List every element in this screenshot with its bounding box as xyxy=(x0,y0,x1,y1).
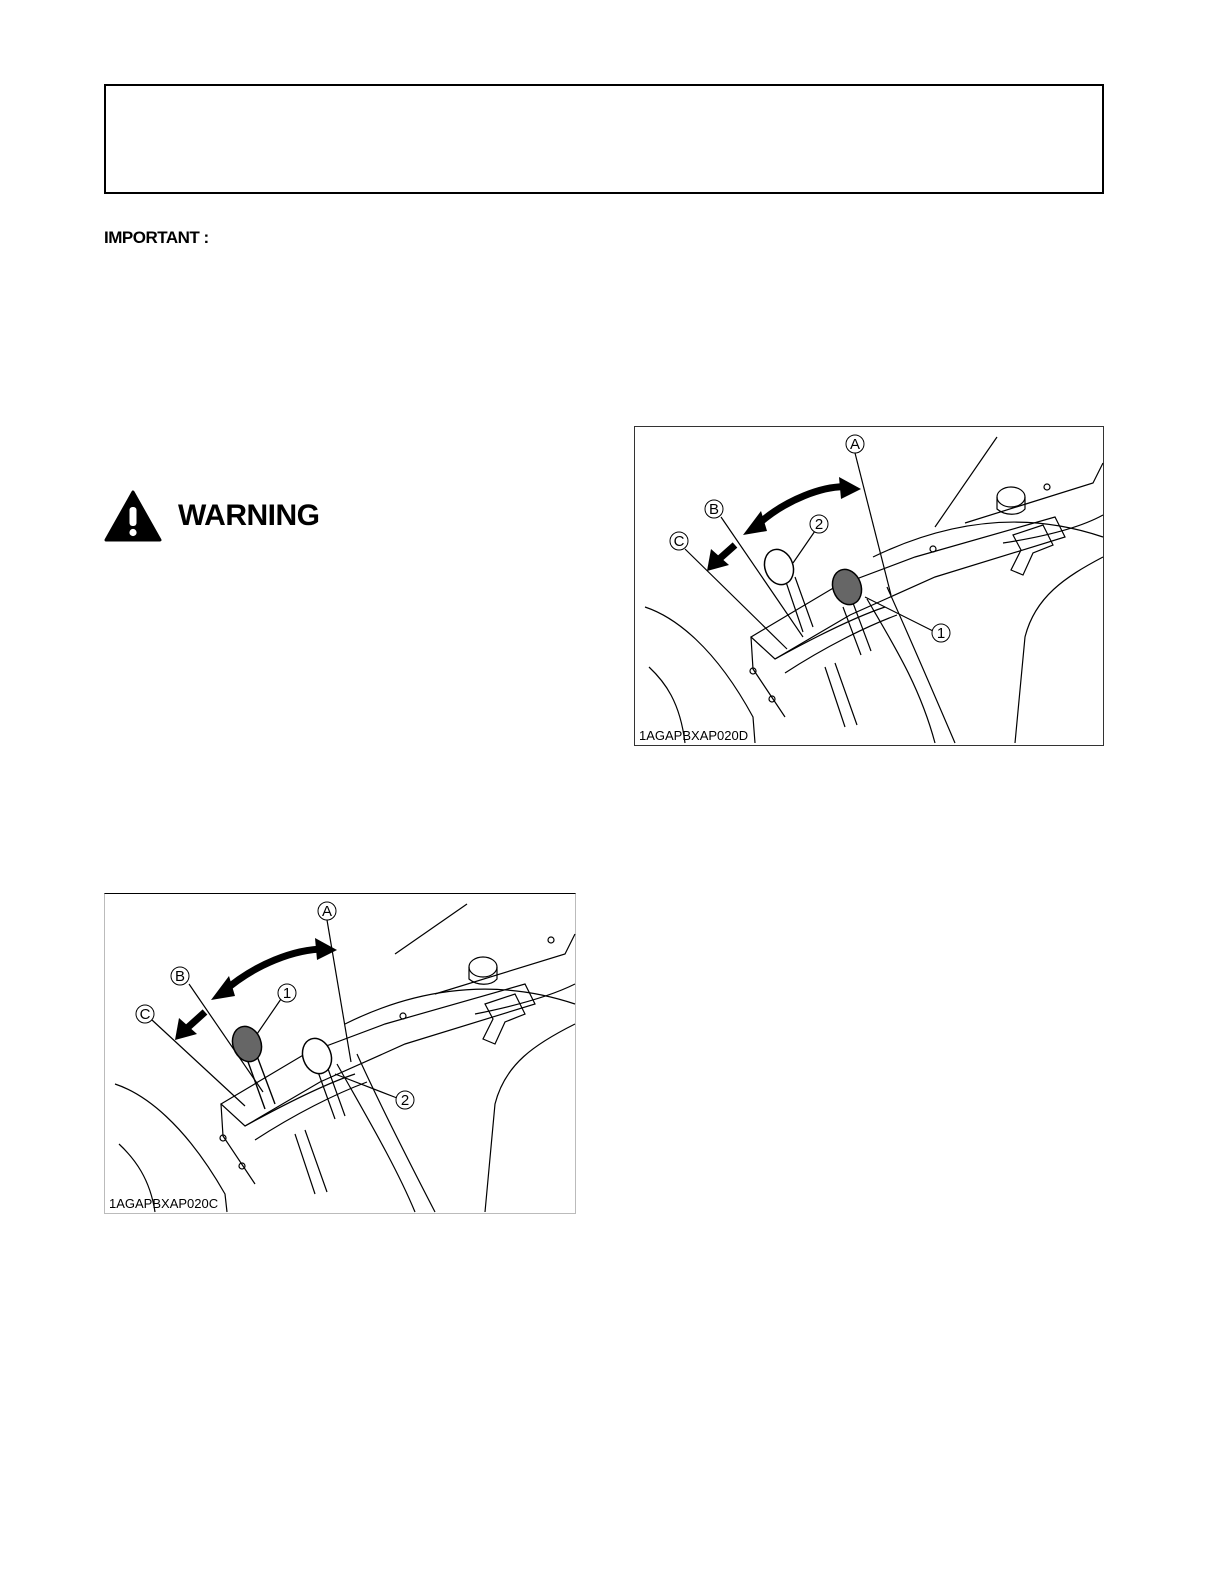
label-1: 1 xyxy=(282,985,292,1002)
label-a: A xyxy=(321,903,333,920)
lever-1-knob xyxy=(828,565,867,608)
label-2: 2 xyxy=(814,516,824,533)
figure-code: 1AGAPBXAP020C xyxy=(109,1196,219,1211)
figure-lever-position-a xyxy=(634,426,1104,746)
warning-triangle-icon xyxy=(104,490,162,542)
warning-block xyxy=(104,490,320,542)
label-b: B xyxy=(708,501,720,518)
label-c: C xyxy=(139,1006,151,1023)
label-b: B xyxy=(174,968,186,985)
figure-lever-position-c xyxy=(104,893,576,1214)
warning-label: WARNING xyxy=(178,499,320,532)
label-2: 2 xyxy=(400,1092,410,1109)
lever-illustration xyxy=(635,427,1105,747)
label-c: C xyxy=(673,533,685,550)
label-a: A xyxy=(849,436,861,453)
label-1: 1 xyxy=(936,625,946,642)
important-label: IMPORTANT : xyxy=(104,228,209,247)
lever-illustration xyxy=(105,894,577,1215)
header-box xyxy=(104,84,1104,194)
lever-2-knob xyxy=(298,1034,337,1077)
figure-code: 1AGAPBXAP020D xyxy=(639,728,749,743)
